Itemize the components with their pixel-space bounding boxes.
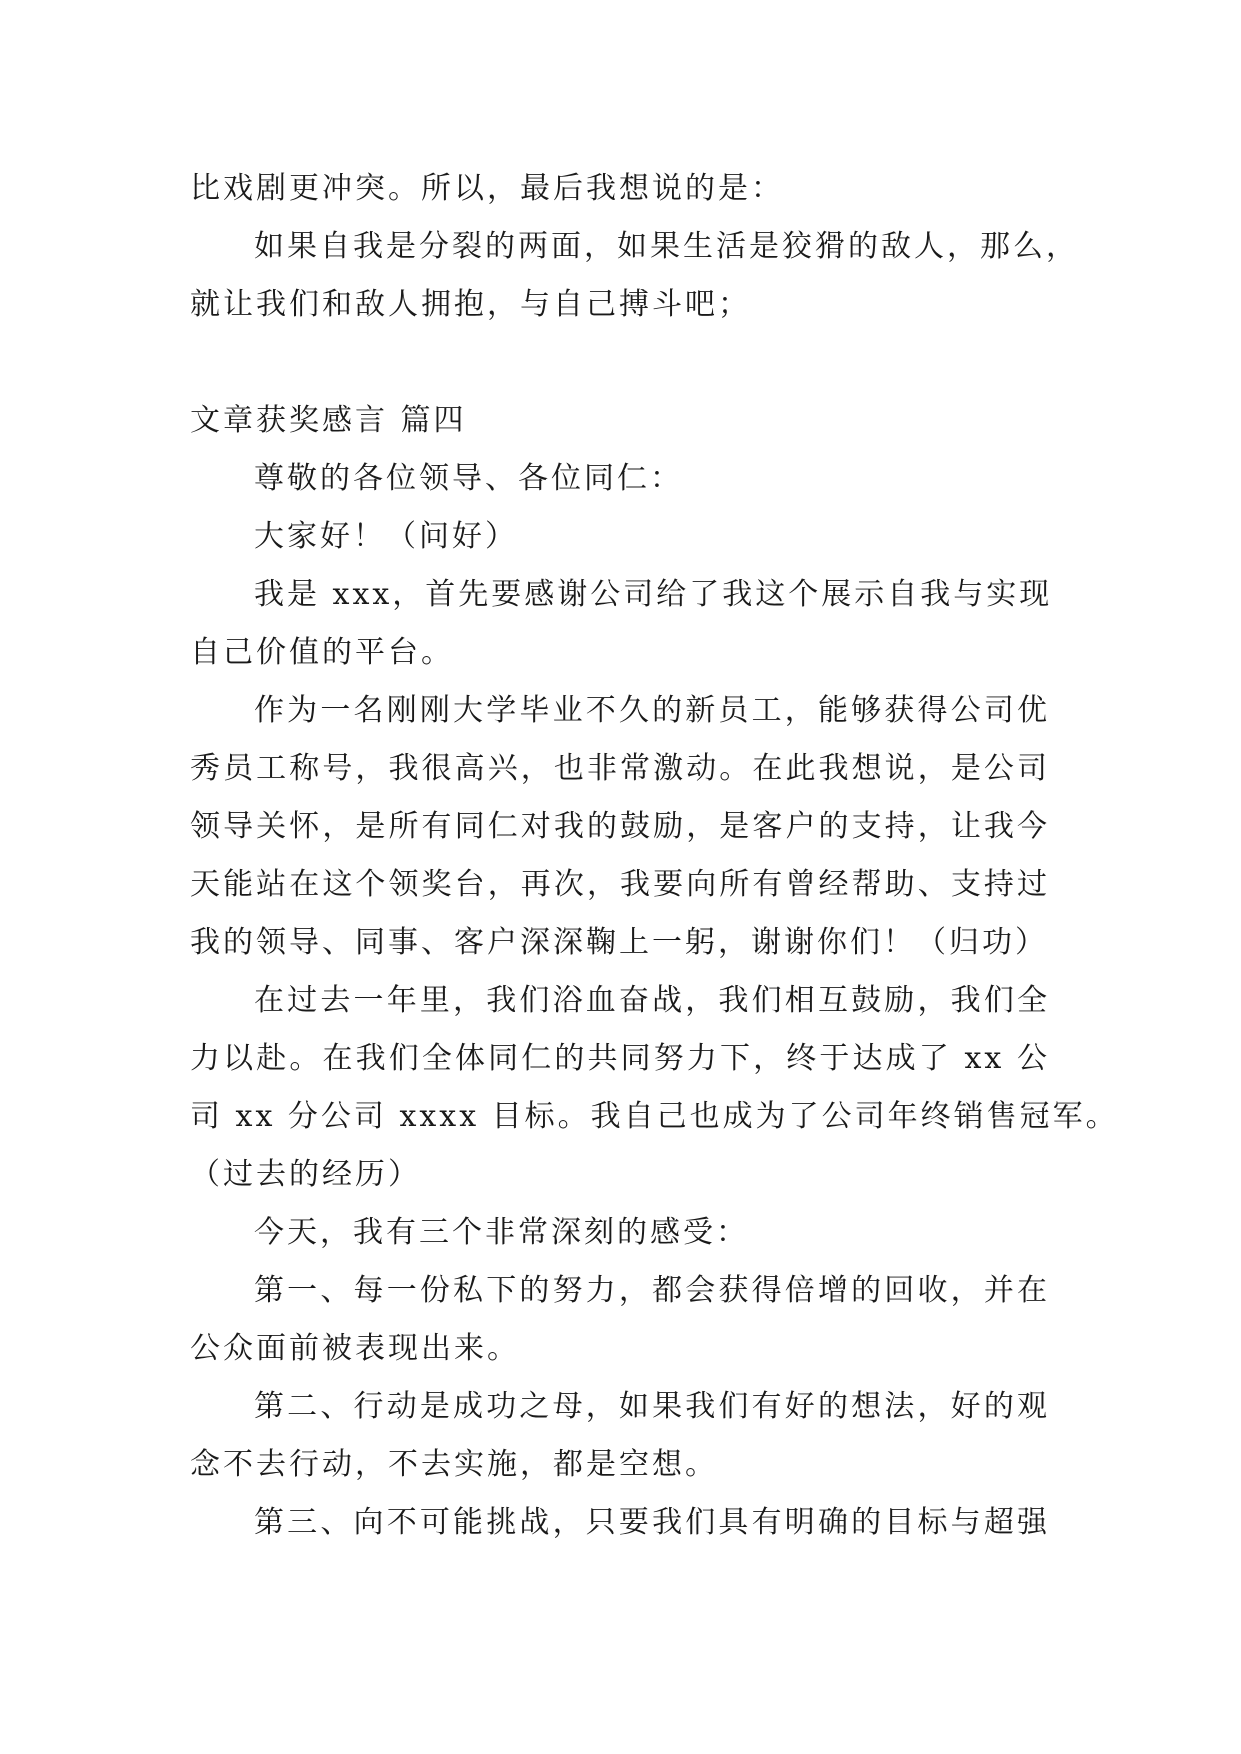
text-line: 作为一名刚刚大学毕业不久的新员工，能够获得公司优 xyxy=(254,693,1050,728)
text-line: 就让我们和敌人拥抱，与自己搏斗吧； xyxy=(190,287,751,322)
section-title: 文章获奖感言 篇四 xyxy=(190,403,467,438)
text-line: 如果自我是分裂的两面，如果生活是狡猾的敌人，那么， xyxy=(254,229,1079,264)
text-line: 大家好！（问好） xyxy=(254,519,518,554)
text-line: 比戏剧更冲突。所以，最后我想说的是： xyxy=(190,171,784,206)
text-line: 在过去一年里，我们浴血奋战，我们相互鼓励，我们全 xyxy=(254,983,1050,1018)
text-line: 自己价值的平台。 xyxy=(190,635,454,670)
paragraph-gap xyxy=(190,334,1050,392)
document-body xyxy=(190,160,1119,1552)
text-line: 领导关怀，是所有同仁对我的鼓励，是客户的支持，让我今 xyxy=(190,809,1050,844)
text-line: 念不去行动，不去实施，都是空想。 xyxy=(190,1447,718,1482)
text-line: （过去的经历） xyxy=(190,1157,421,1192)
text-line: 司 xx 分公司 xxxx 目标。我自己也成为了公司年终销售冠军。 xyxy=(190,1099,1119,1134)
text-line: 第三、向不可能挑战，只要我们具有明确的目标与超强 xyxy=(254,1505,1050,1540)
text-line: 我的领导、同事、客户深深鞠上一躬，谢谢你们！（归功） xyxy=(190,925,1048,960)
text-line: 秀员工称号，我很高兴，也非常激动。在此我想说，是公司 xyxy=(190,751,1050,786)
text-line: 公众面前被表现出来。 xyxy=(190,1331,520,1366)
text-line: 第一、每一份私下的努力，都会获得倍增的回收，并在 xyxy=(254,1273,1050,1308)
text-line: 力以赴。在我们全体同仁的共同努力下，终于达成了 xx 公 xyxy=(190,1041,1050,1076)
text-line: 尊敬的各位领导、各位同仁： xyxy=(254,461,683,496)
text-line: 天能站在这个领奖台，再次，我要向所有曾经帮助、支持过 xyxy=(190,867,1050,902)
text-line: 今天，我有三个非常深刻的感受： xyxy=(254,1215,749,1250)
text-line: 第二、行动是成功之母，如果我们有好的想法，好的观 xyxy=(254,1389,1050,1424)
text-line: 我是 xxx，首先要感谢公司给了我这个展示自我与实现 xyxy=(254,577,1053,612)
